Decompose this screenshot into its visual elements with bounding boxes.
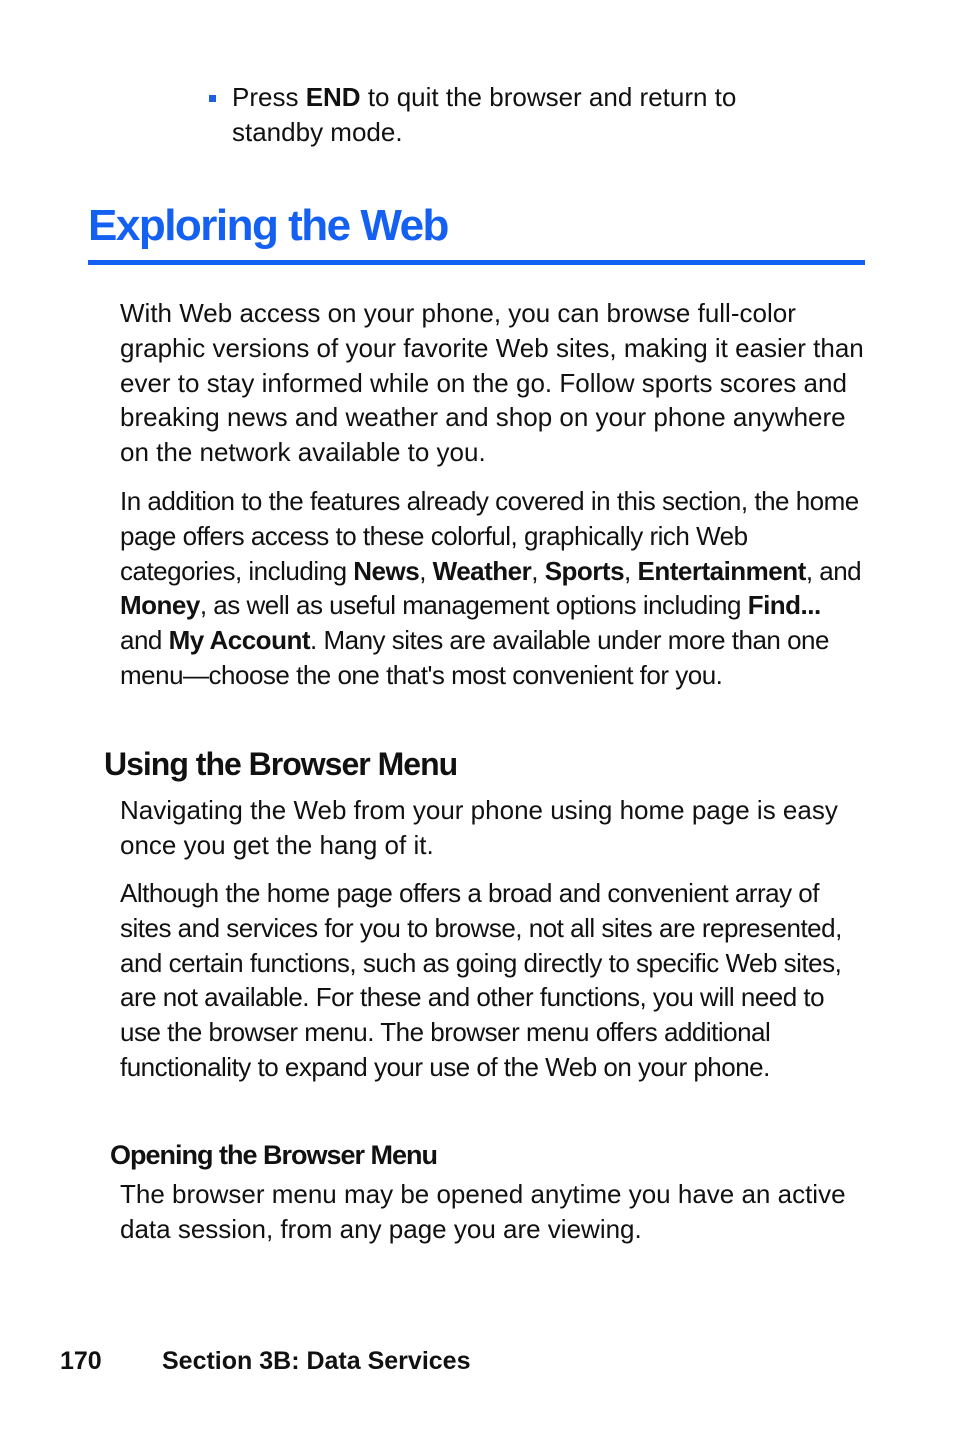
bullet-text-press: Press	[232, 82, 306, 112]
subheading-opening-browser-menu: Opening the Browser Menu	[110, 1140, 438, 1170]
title-underline-rule	[88, 260, 865, 265]
section-title: Exploring the Web	[88, 201, 448, 250]
category-sports: Sports	[544, 555, 625, 586]
category-money: Money	[120, 590, 200, 621]
although-paragraph: Although the home page offers a broad and convenient array of sites and services for you to browse, not all sites are represented, and certain functions, such as going directly to specific Web sites, are not available. For these and other functions, you will need to use the browser menu. The browser menu offers additional functionality to expand your use of the Web on your phone.	[120, 878, 842, 1082]
page-footer	[60, 1344, 470, 1378]
page-number: 170	[60, 1347, 102, 1375]
bullet-text-rest: to quit the browser and return to standby mode.	[232, 82, 737, 147]
bullet-item-end-key	[232, 80, 832, 149]
option-find: Find...	[747, 590, 821, 621]
category-weather: Weather	[432, 555, 532, 586]
intro-paragraph: With Web access on your phone, you can browse full-color graphic versions of your favorite Web sites, making it easier than ever to stay informed while on the go. Follow sports scores and breaking news and weather and shop on your phone anywhere on the network available to you.	[120, 298, 864, 468]
navigating-paragraph: Navigating the Web from your phone using home page is easy once you get the hang of it.	[120, 795, 838, 860]
category-news: News	[353, 555, 420, 586]
features-paragraph: In addition to the features already covered in this section, the home page offers access to these colorful, graphically rich Web categories, including News, Weather, Sports, Entertainment, and Money, as well as useful management options including Find... and My Account. Many sites are available under more than one menu—choose the one that's most convenient for you.	[120, 486, 862, 690]
opening-paragraph: The browser menu may be opened anytime you have an active data session, from any page you are viewing.	[120, 1179, 846, 1244]
category-entertainment: Entertainment	[637, 555, 806, 586]
option-my-account: My Account	[168, 625, 310, 656]
subheading-using-browser-menu: Using the Browser Menu	[104, 746, 458, 782]
end-key-label: END	[305, 82, 361, 112]
square-bullet-icon	[209, 95, 216, 102]
footer-section-label: Section 3B: Data Services	[162, 1347, 471, 1375]
